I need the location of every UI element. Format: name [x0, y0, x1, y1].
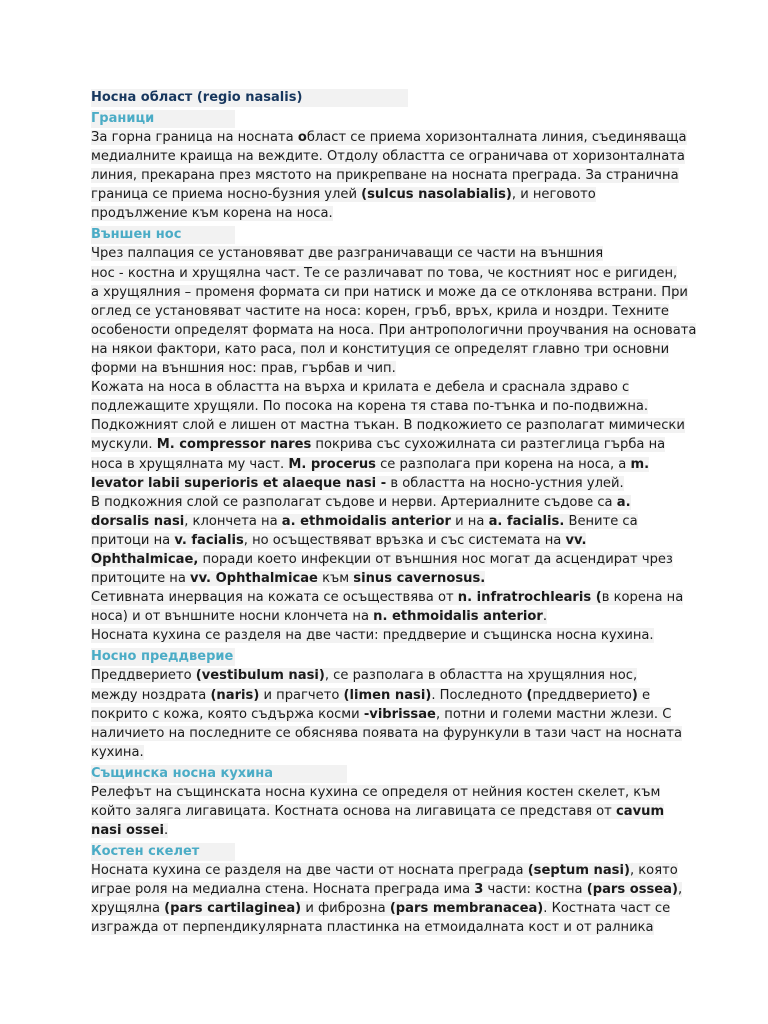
text-run: хрущялна — [91, 901, 165, 917]
text-run: Подкожният слой е лишен от мастна тъкан. В подкожието се разполагат мимически — [91, 418, 685, 434]
text-line — [91, 626, 680, 645]
line-text — [91, 457, 649, 472]
text-line — [91, 283, 688, 302]
document-title-row — [91, 86, 680, 107]
bold-term: a. — [616, 494, 631, 510]
bold-term: vv. — [565, 532, 587, 548]
text-line — [91, 204, 680, 223]
paragraph — [91, 861, 683, 937]
text-line — [91, 416, 685, 435]
line-text — [91, 206, 333, 221]
text-line — [91, 128, 687, 147]
line-text — [91, 246, 603, 261]
text-line — [91, 340, 680, 359]
text-run: бласт се приема хоризонталната линия, съединяваща — [306, 130, 687, 145]
line-text — [91, 187, 596, 202]
section-heading: Външен нос — [91, 226, 235, 244]
line-text — [91, 901, 670, 916]
text-run: , и неговото — [511, 187, 596, 203]
section-heading: Носно преддверие — [91, 649, 234, 665]
text-run: , клончета на — [184, 513, 282, 529]
text-line — [91, 821, 680, 840]
line-text — [91, 552, 673, 567]
text-run: към — [317, 571, 354, 587]
line-text — [91, 304, 669, 319]
bold-term: Ophthalmicae, — [91, 551, 199, 567]
text-run: покрито с кожа, която съдържа косми — [91, 706, 364, 722]
text-line — [91, 607, 680, 626]
text-line — [91, 569, 680, 588]
bold-term: (sulcus nasolabialis) — [361, 187, 512, 203]
line-text — [91, 668, 637, 683]
text-line — [91, 321, 697, 340]
bold-term: n. infratrochlearis ( — [457, 590, 602, 606]
line-text — [91, 495, 631, 510]
bold-term: vv. Ophthalmicae — [190, 571, 318, 587]
text-run: , потни и големи мастни жлези. С — [435, 706, 672, 722]
section-heading: Същинска носна кухина — [91, 765, 347, 783]
bold-term: dorsalis nasi — [91, 513, 185, 529]
text-run: Носната кухина се разделя на две части: преддверие и същинска носна кухина. — [91, 628, 654, 644]
text-run: В подкожния слой се разполагат съдове и нерви. Артериалните съдове са — [91, 494, 617, 510]
document-body — [91, 107, 697, 938]
line-text — [91, 609, 547, 624]
section-heading-row — [91, 223, 680, 244]
line-text — [91, 266, 677, 281]
line-text — [91, 628, 654, 643]
text-run: граница се приема носно-бузния улей — [91, 187, 362, 203]
text-line — [91, 531, 680, 550]
text-run: . Последното — [431, 687, 527, 703]
text-line — [91, 899, 680, 918]
text-line — [91, 918, 680, 937]
section-heading-row — [91, 645, 680, 666]
text-line — [91, 493, 680, 512]
line-text — [91, 745, 144, 760]
text-run: Сетивната инервация на кожата се осъществява от — [91, 590, 458, 606]
text-run: Кожата на носа в областта на върха и крилата е дебела и сраснала здраво с — [91, 380, 630, 396]
text-line — [91, 588, 684, 607]
text-run: който заляга лигавицата. Костната основа на лигавицата се представя от — [91, 804, 616, 819]
text-run: оглед се установяват частите на носа: корен, гръб, връх, крила и ноздри. Техните — [91, 303, 669, 319]
line-text — [91, 342, 669, 357]
text-run: форми на външния нос: прав, гърбав и чип. — [91, 361, 396, 377]
line-text — [91, 920, 654, 935]
text-line — [91, 666, 680, 685]
bold-term: a. ethmoidalis anterior — [281, 513, 451, 529]
text-line — [91, 743, 680, 762]
text-line — [91, 880, 683, 899]
text-run: наличието на последните се обяснява появата на фурункули в тази част на носната — [91, 725, 683, 741]
line-text — [91, 726, 682, 741]
text-run: и фиброзна — [301, 901, 390, 917]
text-line — [91, 455, 680, 474]
text-line — [91, 264, 680, 283]
text-line — [91, 686, 680, 705]
text-line — [91, 397, 680, 416]
text-run: в областта на носно-устния улей. — [386, 475, 624, 491]
paragraph — [91, 244, 697, 378]
text-run: кухина. — [91, 744, 144, 760]
text-line — [91, 378, 680, 397]
line-text — [91, 168, 679, 183]
text-line — [91, 166, 680, 185]
text-line — [91, 783, 680, 802]
text-run: Чрез палпация се установяват две разграничаващи се части на външния — [91, 246, 604, 262]
line-text — [91, 571, 485, 586]
text-run: се разполага при корена на носа, а — [375, 456, 631, 472]
section-heading-row — [91, 840, 680, 861]
text-run: преддверието — [532, 687, 632, 703]
text-line — [91, 550, 680, 569]
text-run: части: костна — [483, 882, 587, 898]
document-title: Носна област (regio nasalis) — [91, 89, 408, 107]
text-run: и на — [450, 513, 489, 529]
text-line — [91, 861, 680, 880]
line-text — [91, 285, 688, 300]
bold-term: ) — [631, 687, 638, 703]
text-run: Релефът на същинската носна кухина се определя от нейния костен скелет, към — [91, 784, 661, 800]
paragraph — [91, 783, 680, 840]
bold-term: (pars ossea) — [586, 882, 679, 898]
bold-term: ( — [526, 687, 533, 703]
line-text — [91, 361, 396, 376]
text-run: . — [542, 609, 548, 625]
line-text — [91, 823, 168, 838]
bold-term: -vibrissae — [363, 706, 436, 722]
text-line — [91, 435, 680, 454]
text-run: линия, прекарана през мястото на прикрепване на носната преграда. За странична — [91, 168, 679, 184]
bold-term: v. facialis — [174, 532, 244, 548]
text-line — [91, 802, 680, 821]
text-line — [91, 302, 680, 321]
paragraph — [91, 588, 684, 626]
paragraph — [91, 493, 680, 588]
text-line — [91, 512, 680, 531]
text-run: подлежащите хрущяли. По посока на корена тя става по-тънка и по-подвижна. — [91, 399, 649, 415]
bold-term: cavum — [615, 804, 665, 819]
section-heading: Костен скелет — [91, 843, 235, 861]
bold-term: о — [297, 130, 307, 145]
text-run: носа) и от външните носни клончета на — [91, 609, 374, 625]
text-run: а хрущялния – променя формата си при натиск и може да се отклонява встрани. При — [91, 284, 688, 300]
text-run: Вените са — [564, 513, 638, 529]
text-run: , се разполага в областта на хрущялния нос, — [324, 668, 638, 684]
line-text — [91, 785, 660, 800]
line-text — [91, 476, 624, 491]
bold-term: (vestibulum nasi) — [195, 668, 325, 684]
line-text — [91, 130, 687, 145]
section-heading-row — [91, 762, 680, 783]
line-text — [91, 688, 650, 703]
line-text — [91, 514, 638, 529]
text-run: За горна граница на носната — [91, 130, 298, 145]
text-run: играе роля на медиална стена. Носната преграда има — [91, 882, 475, 898]
line-text — [91, 707, 671, 722]
text-run: изгражда от перпендикулярната пластинка на етмоидалната кост и от ралника — [91, 920, 654, 936]
line-text — [91, 323, 696, 338]
bold-term: sinus cavernosus. — [353, 571, 486, 587]
text-run: в корена на — [601, 590, 684, 606]
text-run: поради което инфекции от външния нос могат да асцендират чрез — [198, 551, 673, 567]
text-line — [91, 185, 680, 204]
bold-term: (limen nasi) — [343, 687, 432, 703]
bold-term: n. ethmoidalis anterior — [373, 609, 543, 625]
bold-term: (pars cartilaginea) — [164, 901, 302, 917]
bold-term: levator labii superioris et alaeque nasi - — [91, 475, 387, 491]
text-line — [91, 244, 680, 263]
text-run: мускули. — [91, 437, 157, 453]
text-run: . Костната част се — [543, 901, 671, 917]
text-run: , — [678, 882, 683, 898]
text-run: особености определят формата на носа. При антропологични проучвания на основата — [91, 322, 697, 338]
text-run: Преддверието — [91, 668, 196, 684]
text-line — [91, 359, 680, 378]
text-run: Носната кухина се разделя на две части от носната преграда — [91, 863, 528, 879]
paragraph — [91, 666, 683, 761]
text-run: носа в хрущялната му част. — [91, 456, 289, 472]
line-text — [91, 533, 586, 548]
bold-term: M. procerus — [288, 456, 376, 472]
line-text — [91, 380, 629, 395]
bold-term: M. compressor nares — [156, 437, 312, 453]
text-run: , но осъществяват връзка и със системата на — [243, 532, 566, 548]
text-run: притоци на — [91, 532, 175, 548]
text-run: нос - костна и хрущялна част. Те се различават по това, че костният нос е ригиден, — [91, 265, 678, 281]
line-text — [91, 804, 664, 819]
bold-term: (pars membranacea) — [389, 901, 544, 917]
bold-term: 3 — [474, 882, 484, 898]
text-line — [91, 147, 685, 166]
line-text — [91, 437, 665, 452]
bold-term: nasi ossei — [91, 823, 164, 839]
bold-term: a. facialis. — [488, 513, 565, 529]
line-text — [91, 399, 648, 414]
text-run: , която — [629, 863, 678, 879]
paragraph — [91, 378, 685, 493]
bold-term: (naris) — [210, 687, 260, 703]
text-run: медиалните краища на веждите. Отдолу областта се ограничава от хоризонталната — [91, 149, 685, 165]
text-run: притоците на — [91, 571, 191, 587]
line-text — [91, 149, 685, 164]
line-text — [91, 418, 685, 433]
bold-term: m. — [630, 456, 650, 472]
text-run: . — [163, 823, 169, 839]
text-run: и прагчето — [259, 687, 344, 703]
line-text — [91, 590, 683, 605]
text-run: продължение към корена на носа. — [91, 206, 333, 222]
line-text — [91, 863, 678, 878]
section-heading: Граници — [91, 110, 235, 128]
text-run: покрива със сухожилната си разтеглица гърба на — [311, 437, 666, 453]
paragraph — [91, 626, 680, 645]
line-text — [91, 882, 682, 897]
text-line — [91, 474, 680, 493]
text-run: на някои фактори, като раса, пол и конституция се определят главно три основни — [91, 341, 670, 357]
section-heading-row — [91, 107, 680, 128]
bold-term: (septum nasi) — [527, 863, 630, 879]
text-run: е — [637, 687, 651, 703]
paragraph — [91, 128, 687, 223]
text-line — [91, 705, 680, 724]
text-run: между ноздрата — [91, 687, 211, 703]
text-line — [91, 724, 683, 743]
